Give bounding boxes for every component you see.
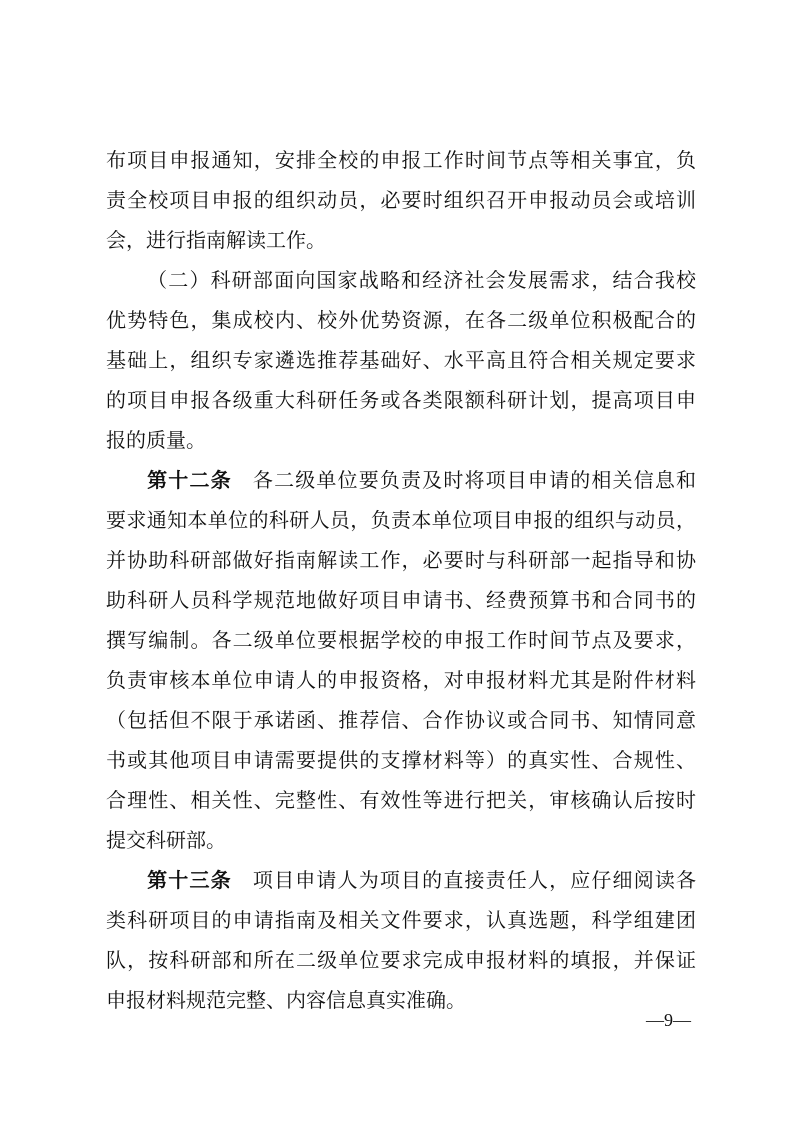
paragraph-line: 撰写编制。各二级单位要根据学校的申报工作时间节点及要求， [106, 628, 696, 652]
paragraph-line: 优势特色，集成校内、校外优势资源，在各二级单位积极配合的 [106, 308, 696, 332]
paragraph-line: 申报材料规范完整、内容信息真实准确。 [106, 988, 466, 1012]
paragraph-line: 类科研项目的申请指南及相关文件要求，认真选题，科学组建团 [106, 908, 696, 932]
article-line [106, 460, 696, 500]
paragraph-line: 报的质量。 [106, 428, 206, 452]
article-text: 各二级单位要负责及时将项目申请的相关信息和 [251, 468, 697, 492]
paragraph-line: 要求通知本单位的科研人员，负责本单位项目申报的组织与动员， [106, 508, 696, 532]
paragraph-line [106, 260, 696, 300]
paragraph-line: （包括但不限于承诺函、推荐信、合作协议或合同书、知情同意 [106, 708, 696, 732]
document-body [106, 140, 696, 1020]
page-number: —9— [646, 1010, 691, 1030]
paragraph-line: 负责审核本单位申请人的申报资格，对申报材料尤其是附件材料 [106, 668, 696, 692]
paragraph-line: 助科研人员科学规范地做好项目申请书、经费预算书和合同书的 [106, 588, 696, 612]
paragraph-line: 布项目申报通知，安排全校的申报工作时间节点等相关事宜，负 [106, 148, 696, 172]
paragraph-line: 基础上，组织专家遴选推荐基础好、水平高且符合相关规定要求 [106, 348, 696, 372]
article-text: 项目申请人为项目的直接责任人，应仔细阅读各 [251, 868, 697, 892]
paragraph-line: 书或其他项目申请需要提供的支撑材料等）的真实性、合规性、 [106, 748, 696, 772]
article-heading: 第十三条 [146, 868, 232, 892]
paragraph-text: （二）科研部面向国家战略和经济社会发展需求，结合我校 [146, 268, 696, 292]
paragraph-line: 会，进行指南解读工作。 [106, 228, 326, 252]
article-line [106, 860, 696, 900]
paragraph-line: 并协助科研部做好指南解读工作，必要时与科研部一起指导和协 [106, 548, 696, 572]
paragraph-line: 提交科研部。 [106, 828, 226, 852]
paragraph-line: 责全校项目申报的组织动员，必要时组织召开申报动员会或培训 [106, 188, 696, 212]
paragraph-line: 队，按科研部和所在二级单位要求完成申报材料的填报，并保证 [106, 948, 696, 972]
article-heading: 第十二条 [146, 468, 232, 492]
paragraph-line: 合理性、相关性、完整性、有效性等进行把关，审核确认后按时 [106, 788, 696, 812]
paragraph-line: 的项目申报各级重大科研任务或各类限额科研计划，提高项目申 [106, 388, 696, 412]
